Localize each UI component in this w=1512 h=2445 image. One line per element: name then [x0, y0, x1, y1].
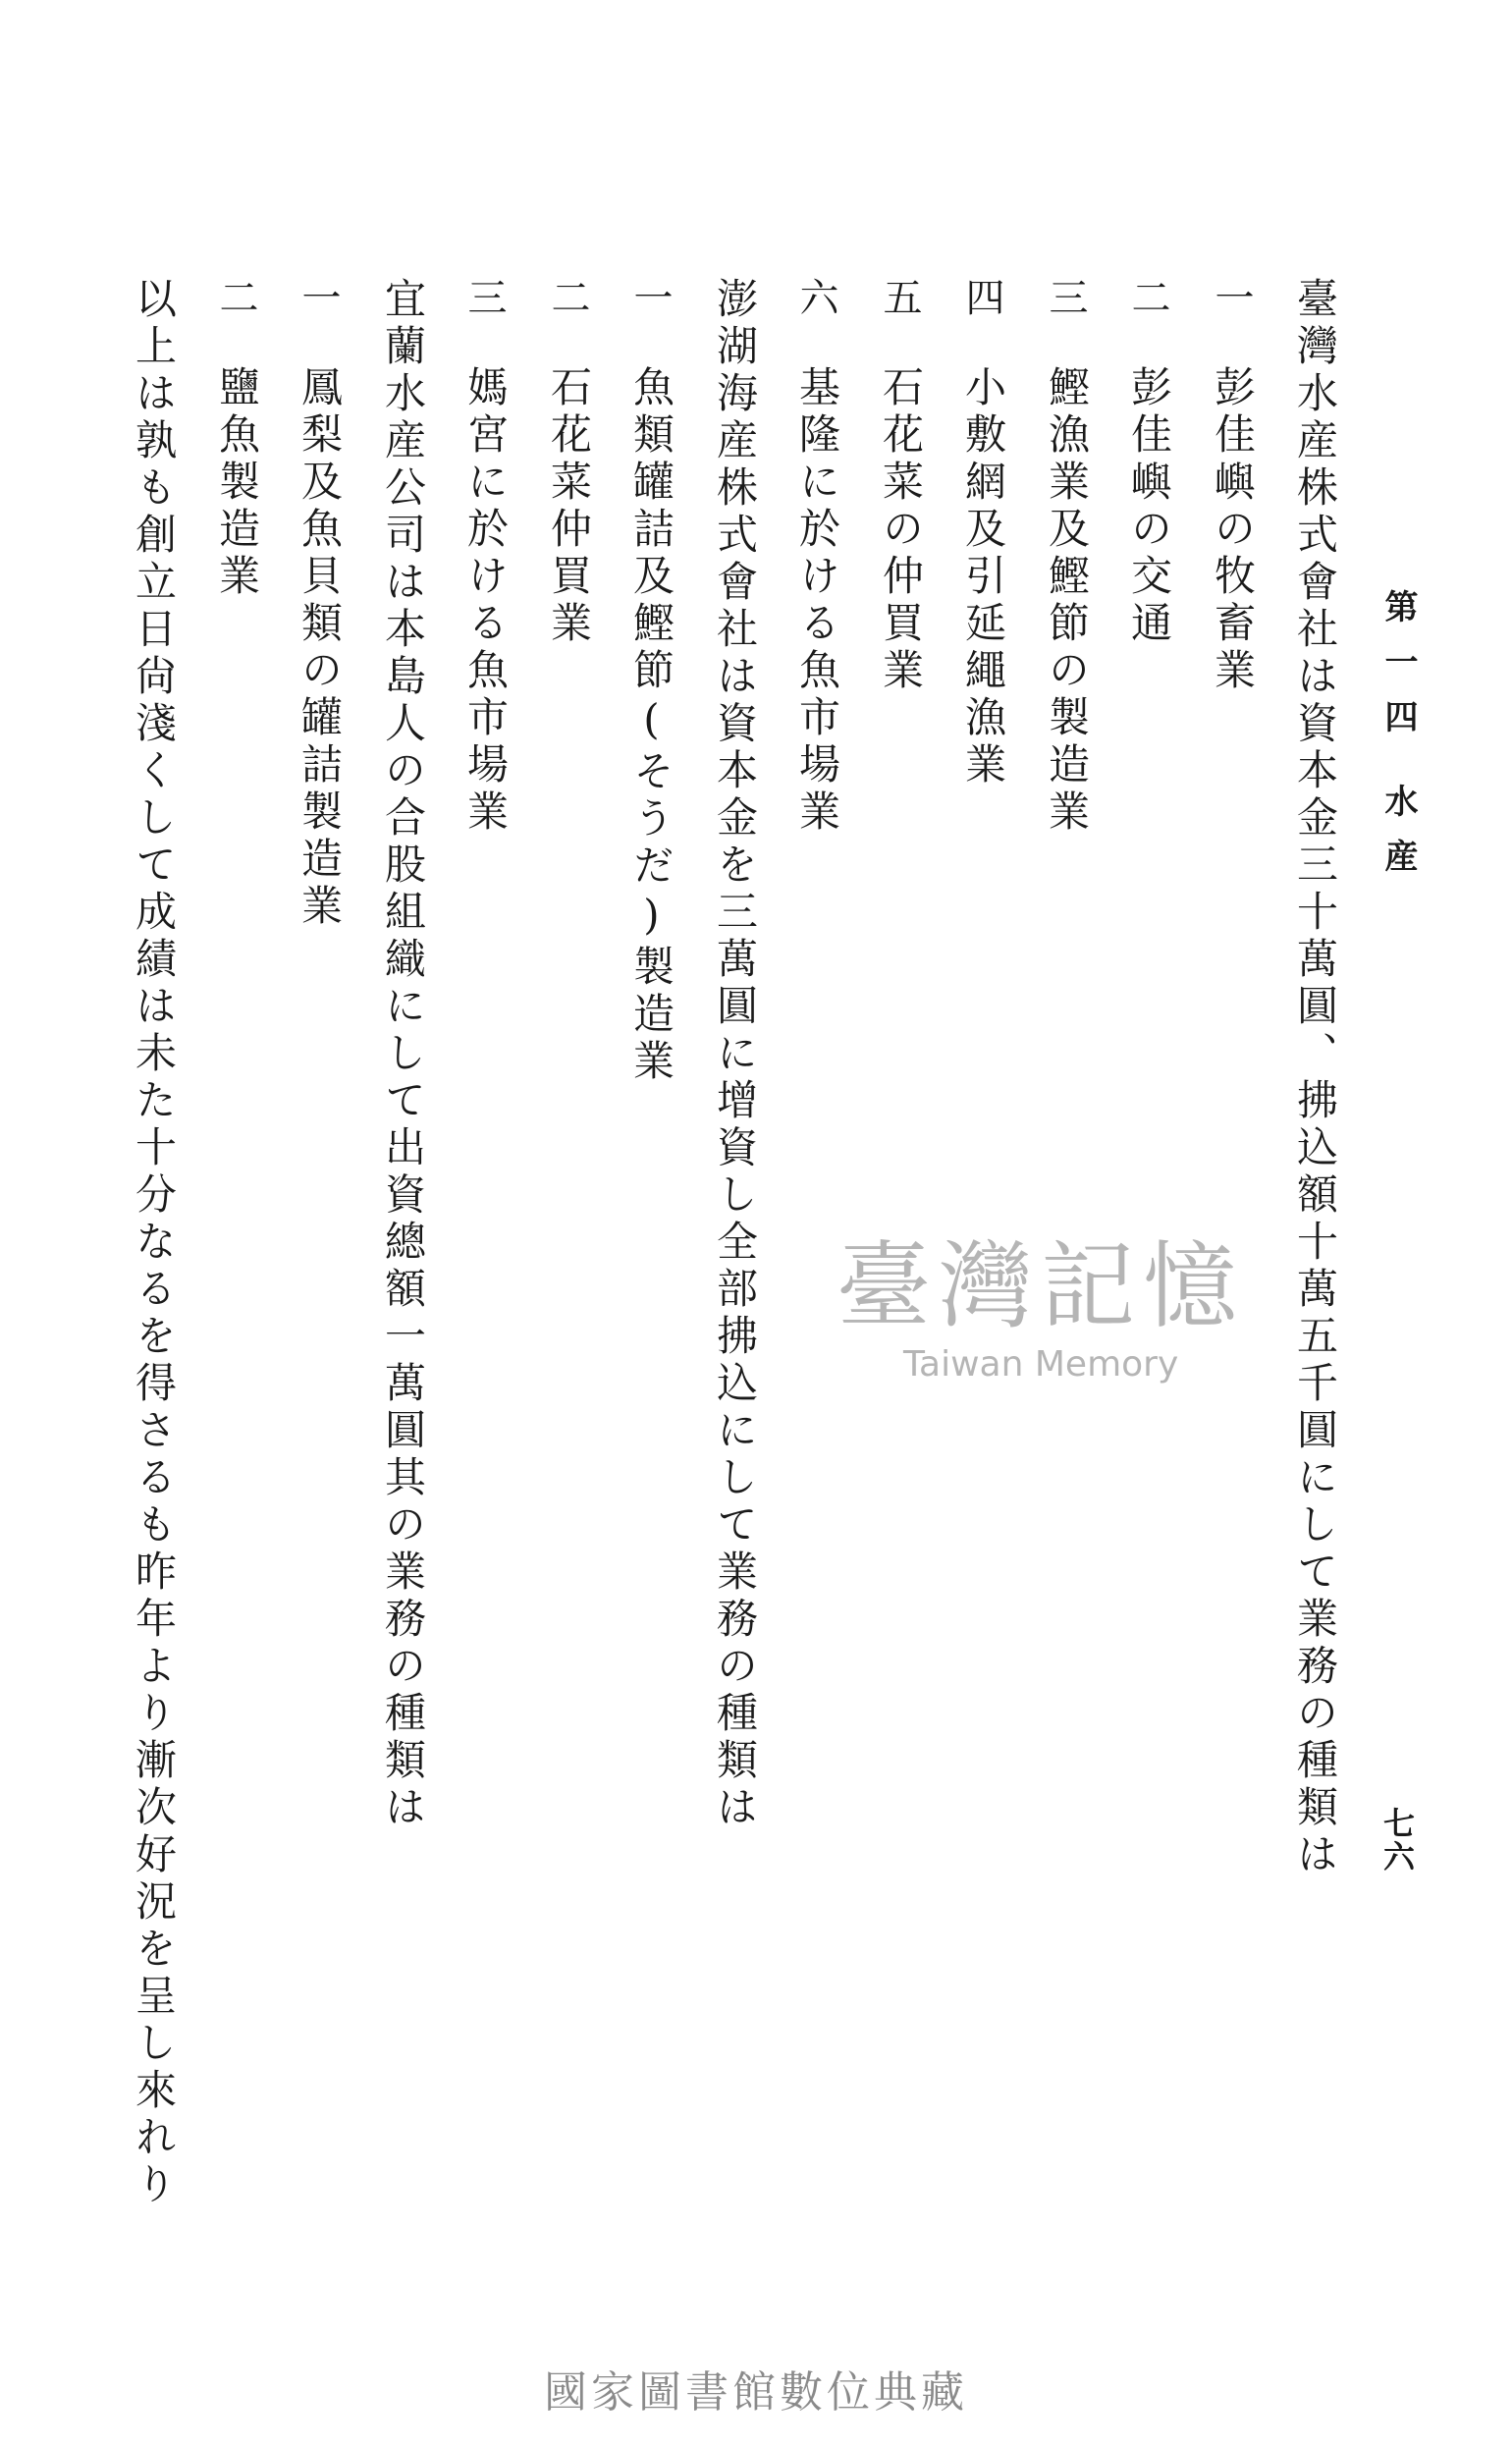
item-number: 四	[959, 277, 1004, 316]
column-text: 鹽魚製造業	[213, 365, 261, 601]
page-number: 七六	[1378, 1807, 1416, 1874]
item-number: 一	[627, 277, 673, 316]
column-text: 彭佳嶼の交通	[1125, 365, 1173, 648]
item-number: 五	[877, 277, 922, 316]
column-text: 鳳梨及魚貝類の罐詰製造業	[296, 365, 344, 931]
item-number: 三	[1043, 277, 1088, 316]
chapter-title: 水産	[1378, 784, 1418, 894]
column-text: 臺灣水産株式會社は資本金三十萬圓、拂込額十萬五千圓にして業務の種類は	[1291, 277, 1339, 1879]
footer-credit: 國家圖書館數位典藏	[544, 2367, 968, 2418]
column-text: 小敷網及引延繩漁業	[959, 365, 1007, 789]
watermark	[785, 1232, 1296, 1429]
item-number: 二	[545, 277, 590, 316]
watermark-title: 臺灣記憶	[837, 1231, 1245, 1341]
item-number: 二	[1125, 277, 1170, 316]
column-text: 鰹漁業及鰹節の製造業	[1043, 365, 1091, 837]
column-text: 宜蘭水産公司は本島人の合股組織にして出資總額一萬圓其の業務の種類は	[379, 277, 427, 1832]
item-number: 二	[213, 277, 258, 316]
item-number: 一	[296, 277, 341, 316]
chapter-header	[1375, 589, 1423, 894]
column-text: 基隆に於ける魚市場業	[793, 365, 841, 837]
column-text: 魚類罐詰及鰹節(そうだ)製造業	[627, 365, 675, 1086]
item-number: 三	[461, 277, 507, 316]
item-number: 六	[793, 277, 838, 316]
column-text: 石花菜仲買業	[545, 365, 593, 648]
item-number: 一	[1209, 277, 1254, 316]
column-text: 以上は孰も創立日尙淺くして成績は未た十分なるを得さるも昨年より漸次好況を呈し來れり	[130, 277, 178, 2209]
column-text: 澎湖海産株式會社は資本金を三萬圓に增資し全部拂込にして業務の種類は	[711, 277, 759, 1832]
watermark-subtitle: Taiwan Memory	[903, 1344, 1179, 1386]
chapter-number: 第一四	[1378, 589, 1418, 754]
column-text: 石花菜の仲買業	[877, 365, 925, 695]
column-text: 媽宮に於ける魚市場業	[461, 365, 510, 837]
column-text: 彭佳嶼の牧畜業	[1209, 365, 1257, 695]
